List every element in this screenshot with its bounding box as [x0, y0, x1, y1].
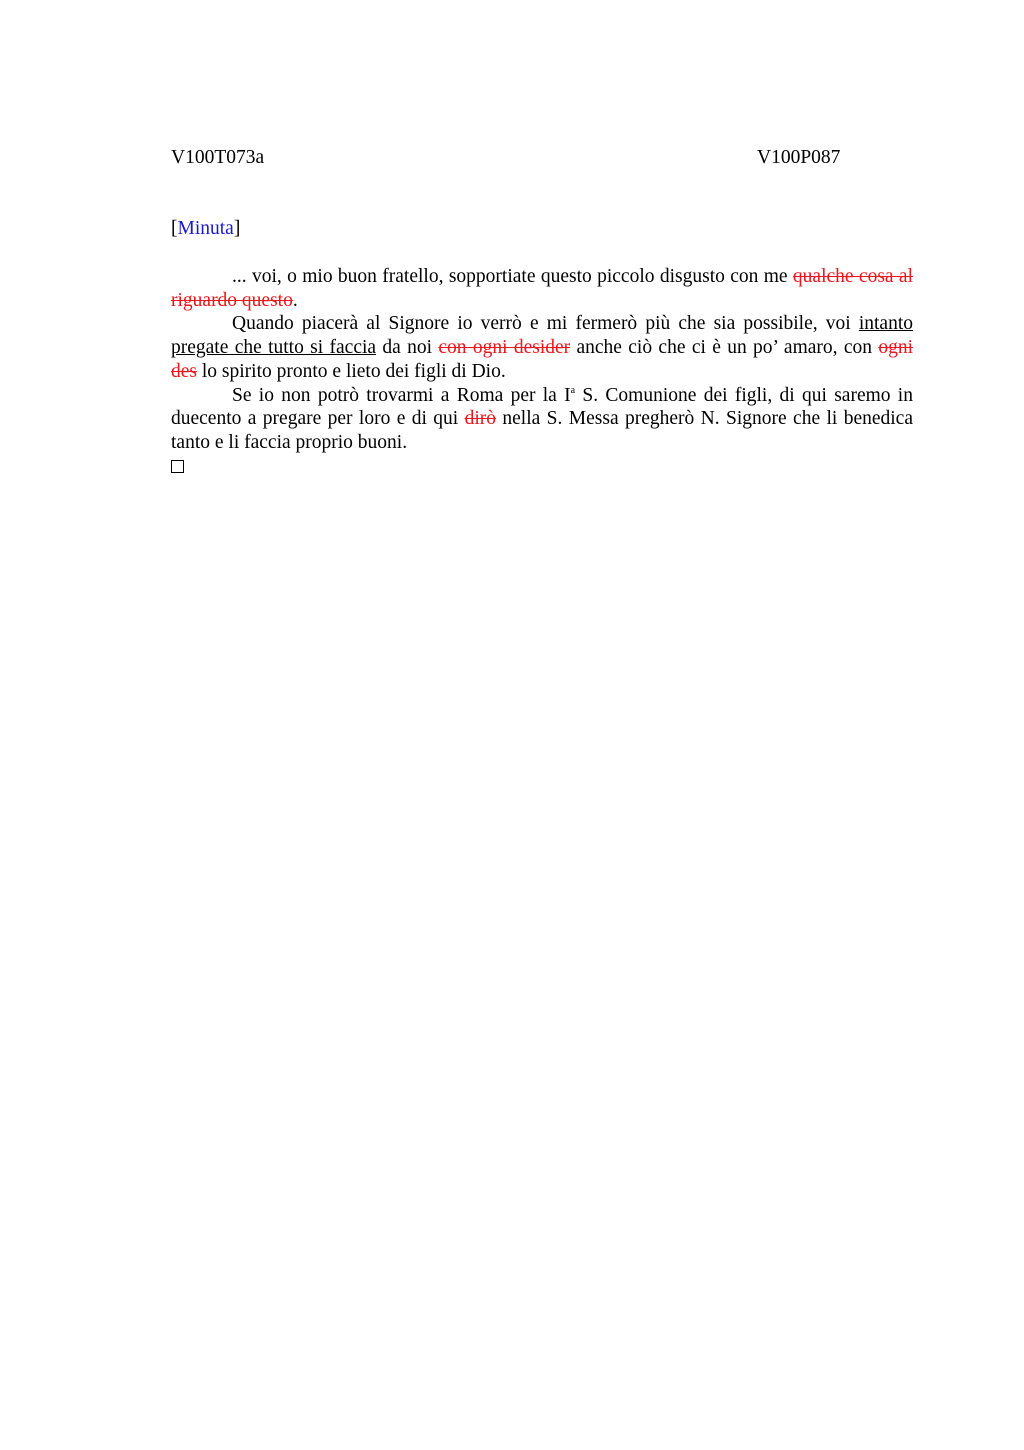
- deleted-text: qualche cosa al riguardo questo: [171, 266, 913, 311]
- underlined-text: intanto pregate che tutto si faccia: [171, 313, 913, 359]
- text-run: .: [292, 289, 298, 311]
- bracket-close: ]: [233, 218, 241, 239]
- document-code-left: V100T073a: [171, 147, 265, 168]
- text-run: Quando piacerà al Signore io verrò e mi fermerò più che sia possibile, voi: [232, 313, 859, 335]
- empty-square-icon: [171, 460, 184, 473]
- superscript: a: [570, 384, 576, 396]
- text-run: lo spirito pronto e lieto dei figli di Dio.: [197, 360, 506, 382]
- text-run: nella S. Messa pregherò N. Signore che li benedica tanto e li faccia proprio buoni.: [171, 408, 913, 453]
- paragraph-2: [171, 312, 913, 383]
- minuta-label: Minuta: [177, 218, 234, 239]
- text-run: da noi: [376, 337, 439, 359]
- bracket-open: [: [171, 218, 178, 239]
- document-code-right: V100P087: [757, 147, 841, 168]
- section-label: [171, 217, 240, 241]
- deleted-text: ogni des: [171, 337, 913, 382]
- paragraph-3: [171, 384, 913, 455]
- deleted-text: dirò: [464, 408, 497, 430]
- letter-body: [171, 265, 913, 473]
- text-run: Se io non potrò trovarmi a Roma per la I: [232, 384, 571, 406]
- paragraph-1: [171, 265, 913, 312]
- text-run: ... voi, o mio buon fratello, sopportiate questo piccolo disgusto con me: [232, 266, 793, 287]
- deleted-text: con ogni desider: [438, 337, 571, 359]
- text-run: S. Comunione dei figli, di qui saremo in duecento a pregare per loro e di qui: [171, 384, 913, 430]
- text-run: anche ciò che ci è un po’ amaro, con: [570, 337, 879, 359]
